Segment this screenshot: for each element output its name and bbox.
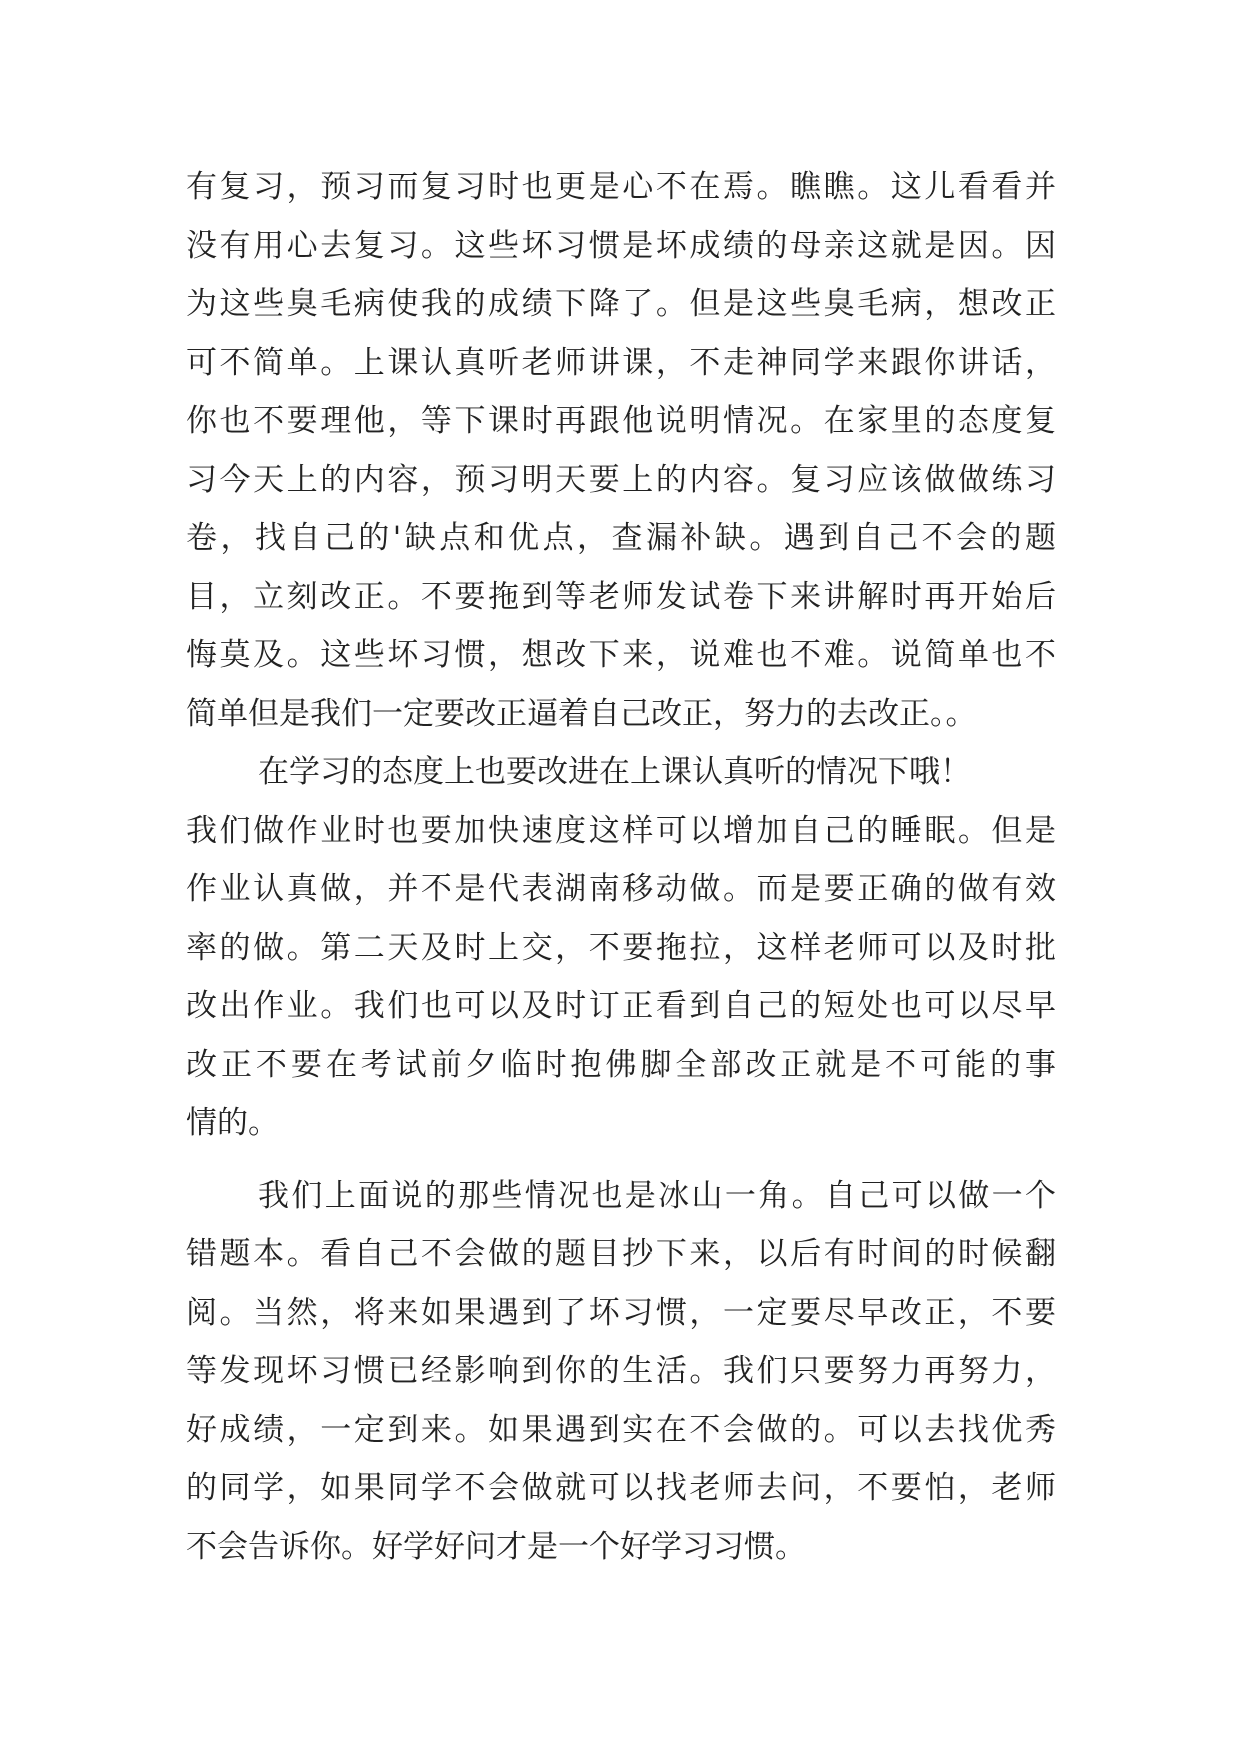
text-line: 你也不要理他，等下课时再跟他说明情况。在家里的态度复: [186, 403, 1056, 439]
text-line: 可不简单。上课认真听老师讲课，不走神同学来跟你讲话，: [186, 344, 1056, 381]
text-line: 我们做作业时也要加快速度这样可以增加自己的睡眠。但是: [186, 812, 1056, 849]
text-line: 习今天上的内容，预习明天要上的内容。复习应该做做练习: [186, 461, 1056, 498]
text-line: 情的。: [186, 1105, 279, 1141]
text-line: 卷，找自己的'缺点和优点，查漏补缺。遇到自己不会的题: [186, 520, 1056, 556]
body-text: [186, 158, 1056, 1576]
text-line: 不会告诉你。好学好问才是一个好学习习惯。: [186, 1528, 806, 1565]
text-line: 为这些臭毛病使我的成绩下降了。但是这些臭毛病，想改正: [186, 286, 1056, 322]
text-line: 在学习的态度上也要改进在上课认真听的情况下哦！: [258, 754, 971, 790]
text-line: 的同学，如果同学不会做就可以找老师去问，不要怕，老师: [186, 1470, 1056, 1506]
text-line: 目，立刻改正。不要拖到等老师发试卷下来讲解时再开始后: [186, 578, 1056, 615]
text-line: 好成绩，一定到来。如果遇到实在不会做的。可以去找优秀: [186, 1411, 1056, 1448]
text-line: 错题本。看自己不会做的题目抄下来，以后有时间的时候翻: [186, 1236, 1056, 1272]
text-line: 有复习，预习而复习时也更是心不在焉。瞧瞧。这儿看看并: [186, 169, 1056, 205]
text-line: 没有用心去复习。这些坏习惯是坏成绩的母亲这就是因。因: [186, 227, 1056, 264]
paragraph-3: [186, 1167, 1056, 1577]
text-line: 等发现坏习惯已经影响到你的生活。我们只要努力再努力，: [186, 1353, 1056, 1389]
paragraph-1: [186, 158, 1056, 743]
text-line: 改正不要在考试前夕临时抱佛脚全部改正就是不可能的事: [186, 1046, 1056, 1083]
text-line: 阅。当然，将来如果遇到了坏习惯，一定要尽早改正，不要: [186, 1294, 1056, 1331]
paragraph-2: [186, 743, 1056, 1153]
text-line: 作业认真做，并不是代表湖南移动做。而是要正确的做有效: [186, 871, 1056, 907]
paragraph-gap: [186, 1153, 1056, 1167]
text-line: 简单但是我们一定要改正逼着自己改正，努力的去改正。。: [186, 695, 977, 732]
text-line: 改出作业。我们也可以及时订正看到自己的短处也可以尽早: [186, 988, 1056, 1024]
text-line: 悔莫及。这些坏习惯，想改下来，说难也不难。说简单也不: [186, 637, 1056, 673]
text-line: 我们上面说的那些情况也是冰山一角。自己可以做一个: [258, 1177, 1056, 1214]
text-line: 率的做。第二天及时上交，不要拖拉，这样老师可以及时批: [186, 929, 1056, 966]
